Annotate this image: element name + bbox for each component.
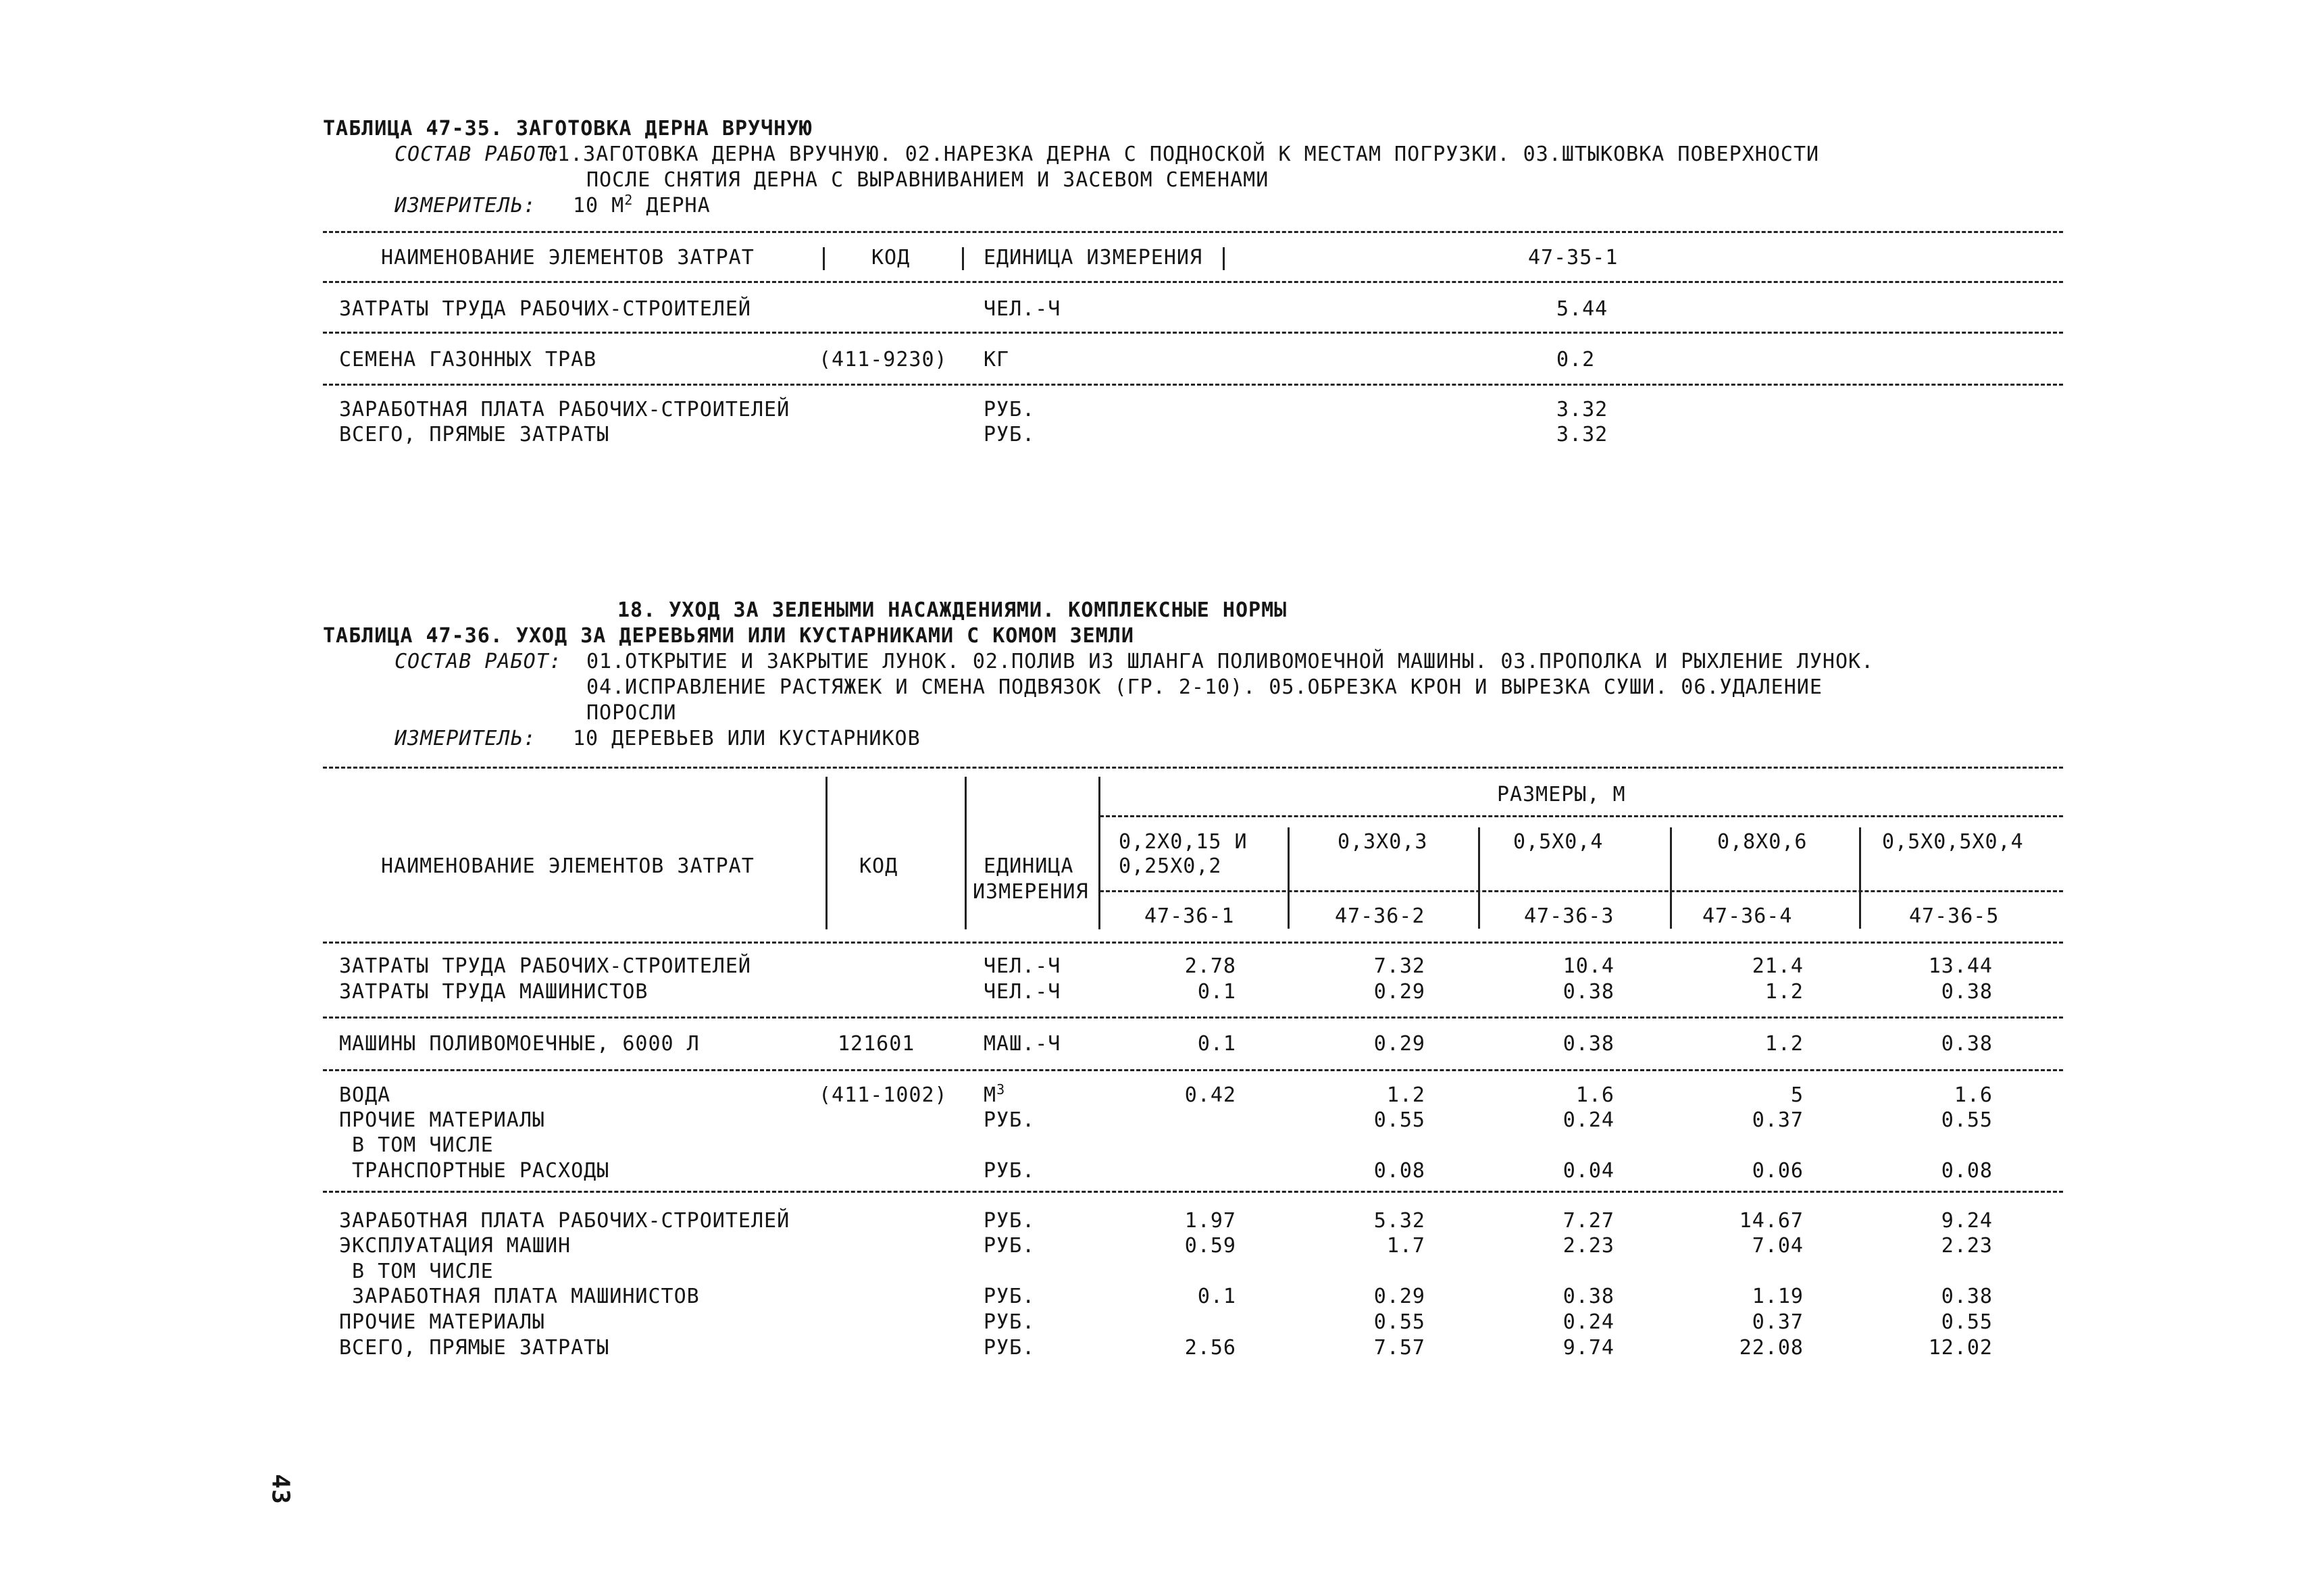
rule	[1100, 890, 2063, 892]
row-value: 1.97	[1184, 1209, 1236, 1233]
row-unit: МАШ.-Ч	[984, 1032, 1061, 1056]
row-value: 0.29	[1373, 980, 1425, 1004]
work-composition-label: СОСТАВ РАБОТ:	[395, 143, 562, 166]
column-code: 47-36-3	[1524, 904, 1615, 928]
row-name: ПРОЧИЕ МАТЕРИАЛЫ	[339, 1108, 545, 1132]
row-name: ТРАНСПОРТНЫЕ РАСХОДЫ	[339, 1159, 610, 1183]
row-value: 0.24	[1562, 1310, 1615, 1334]
header-name: НАИМЕНОВАНИЕ ЭЛЕМЕНТОВ ЗАТРАТ	[381, 854, 755, 878]
column-separator	[1223, 247, 1225, 270]
row-value: 7.32	[1373, 954, 1425, 978]
column-code: 47-36-4	[1702, 904, 1793, 928]
rule	[323, 332, 2063, 334]
row-name: ВОДА	[339, 1083, 391, 1107]
row-value: 0.55	[1941, 1108, 1993, 1132]
header-unit: ЕДИНИЦА ИЗМЕРЕНИЯ	[984, 246, 1203, 269]
row-value: 2.78	[1184, 954, 1236, 978]
rule	[323, 384, 2063, 386]
column-separator	[1478, 827, 1480, 929]
row-unit: РУБ.	[984, 398, 1036, 421]
row-value: 7.27	[1562, 1209, 1615, 1233]
column-code: 47-36-1	[1144, 904, 1235, 928]
row-value: 14.67	[1739, 1209, 1804, 1233]
row-value: 0.37	[1752, 1108, 1804, 1132]
row-unit: ЧЕЛ.-Ч	[984, 297, 1061, 321]
column-separator	[1859, 827, 1861, 929]
column-code: 47-36-5	[1909, 904, 2000, 928]
row-value: 0.55	[1373, 1108, 1425, 1132]
row-value: 7.57	[1373, 1336, 1425, 1360]
row-value: 1.6	[1954, 1083, 1993, 1107]
size-label: 0,5Х0,4	[1513, 830, 1604, 854]
row-code: 121601	[838, 1032, 915, 1056]
meter-value: 10 ДЕРЕВЬЕВ ИЛИ КУСТАРНИКОВ	[573, 727, 921, 750]
header-col-47-35-1: 47-35-1	[1528, 246, 1619, 269]
row-value: 0.55	[1373, 1310, 1425, 1334]
row-name: ЗАТРАТЫ ТРУДА РАБОЧИХ-СТРОИТЕЛЕЙ	[339, 954, 751, 978]
header-code: КОД	[871, 246, 911, 269]
row-value: 0.55	[1941, 1310, 1993, 1334]
column-separator	[825, 777, 828, 929]
column-separator	[823, 247, 825, 270]
work-composition-label: СОСТАВ РАБОТ:	[395, 650, 562, 673]
header-name: НАИМЕНОВАНИЕ ЭЛЕМЕНТОВ ЗАТРАТ	[381, 246, 755, 269]
row-value: 0.1	[1197, 1032, 1236, 1056]
row-unit: РУБ.	[984, 1209, 1036, 1233]
work-composition-line-1: 01.ЗАГОТОВКА ДЕРНА ВРУЧНУЮ. 02.НАРЕЗКА ДЕРНА С ПОДНОСКОЙ К МЕСТАМ ПОГРУЗКИ. 03.ШТЫКОВКА ПОВЕРХНОСТИ	[544, 143, 1820, 166]
row-name: ЗАРАБОТНАЯ ПЛАТА РАБОЧИХ-СТРОИТЕЛЕЙ	[339, 1209, 790, 1233]
row-value: 13.44	[1928, 954, 1993, 978]
row-code: (411-9230)	[819, 348, 948, 371]
row-value: 0.38	[1941, 980, 1993, 1004]
header-code: КОД	[859, 854, 898, 878]
row-value: 2.23	[1941, 1234, 1993, 1258]
row-value: 5.44	[1556, 297, 1608, 321]
row-unit: КГ	[984, 348, 1010, 371]
row-name: ЗАРАБОТНАЯ ПЛАТА МАШИНИСТОВ	[339, 1285, 700, 1308]
work-composition-line-2: ПОСЛЕ СНЯТИЯ ДЕРНА С ВЫРАВНИВАНИЕМ И ЗАСЕВОМ СЕМЕНАМИ	[586, 168, 1269, 192]
row-value: 0.1	[1197, 980, 1236, 1004]
row-value: 1.19	[1752, 1285, 1804, 1308]
row-name: ЗАРАБОТНАЯ ПЛАТА РАБОЧИХ-СТРОИТЕЛЕЙ	[339, 398, 790, 421]
row-value: 0.38	[1562, 980, 1615, 1004]
page-number: 43	[266, 1474, 295, 1505]
row-name: ВСЕГО, ПРЯМЫЕ ЗАТРАТЫ	[339, 1336, 610, 1360]
row-unit: РУБ.	[984, 1159, 1036, 1183]
row-value: 0.59	[1184, 1234, 1236, 1258]
row-name: ЗАТРАТЫ ТРУДА РАБОЧИХ-СТРОИТЕЛЕЙ	[339, 297, 751, 321]
meter-value: 10 $М^2$ ДЕРНА	[573, 192, 711, 217]
row-value: 0.38	[1562, 1032, 1615, 1056]
work-composition-line-1: 01.ОТКРЫТИЕ И ЗАКРЫТИЕ ЛУНОК. 02.ПОЛИВ ИЗ ШЛАНГА ПОЛИВОМОЕЧНОЙ МАШИНЫ. 03.ПРОПОЛКА И РЫХЛЕНИЕ ЛУНОК.	[586, 650, 1875, 673]
row-value: 1.2	[1764, 1032, 1804, 1056]
size-label: 0,25Х0,2	[1119, 854, 1222, 878]
header-sizes: РАЗМЕРЫ, М	[1497, 783, 1626, 806]
row-value: 1.6	[1575, 1083, 1615, 1107]
table-47-35-title: ТАБЛИЦА 47-35. ЗАГОТОВКА ДЕРНА ВРУЧНУЮ	[323, 117, 813, 140]
row-value: 3.32	[1556, 398, 1608, 421]
row-unit: ЧЕЛ.-Ч	[984, 980, 1061, 1004]
row-unit: РУБ.	[984, 1310, 1036, 1334]
row-value: 22.08	[1739, 1336, 1804, 1360]
rule	[323, 281, 2063, 283]
row-code: (411-1002)	[819, 1083, 948, 1107]
row-name: ВСЕГО, ПРЯМЫЕ ЗАТРАТЫ	[339, 423, 610, 446]
size-label: 0,5Х0,5Х0,4	[1882, 830, 2024, 854]
row-value: 0.06	[1752, 1159, 1804, 1183]
row-value: 0.1	[1197, 1285, 1236, 1308]
row-value: 0.08	[1941, 1159, 1993, 1183]
row-value: 0.38	[1941, 1285, 1993, 1308]
column-code: 47-36-2	[1335, 904, 1425, 928]
rule	[323, 1016, 2063, 1019]
header-unit-2: ИЗМЕРЕНИЯ	[973, 880, 1089, 904]
meter-label: ИЗМЕРИТЕЛЬ:	[395, 194, 536, 217]
row-value: 0.2	[1556, 348, 1596, 371]
row-value: 0.24	[1562, 1108, 1615, 1132]
row-name: В ТОМ ЧИСЛЕ	[339, 1260, 494, 1283]
row-value: 0.37	[1752, 1310, 1804, 1334]
column-separator	[1670, 827, 1672, 929]
table-47-36-title: ТАБЛИЦА 47-36. УХОД ЗА ДЕРЕВЬЯМИ ИЛИ КУСТАРНИКАМИ С КОМОМ ЗЕМЛИ	[323, 624, 1134, 648]
row-value: 9.24	[1941, 1209, 1993, 1233]
size-label: 0,8Х0,6	[1717, 830, 1808, 854]
row-value: 0.08	[1373, 1159, 1425, 1183]
row-value: 0.38	[1941, 1032, 1993, 1056]
row-value: 2.56	[1184, 1336, 1236, 1360]
row-value: 0.38	[1562, 1285, 1615, 1308]
rule	[323, 1191, 2063, 1193]
work-composition-line-3: ПОРОСЛИ	[586, 701, 677, 725]
row-name: В ТОМ ЧИСЛЕ	[339, 1133, 494, 1157]
meter-label: ИЗМЕРИТЕЛЬ:	[395, 727, 536, 750]
rule	[323, 942, 2063, 944]
column-separator	[1098, 777, 1100, 929]
size-label: 0,2Х0,15 И	[1119, 830, 1248, 854]
row-unit: РУБ.	[984, 1336, 1036, 1360]
section-heading: 18. УХОД ЗА ЗЕЛЕНЫМИ НАСАЖДЕНИЯМИ. КОМПЛЕКСНЫЕ НОРМЫ	[617, 598, 1288, 622]
row-name: ПРОЧИЕ МАТЕРИАЛЫ	[339, 1310, 545, 1334]
row-value: 2.23	[1562, 1234, 1615, 1258]
column-separator	[965, 777, 967, 929]
row-value: 0.42	[1184, 1083, 1236, 1107]
row-value: 1.7	[1386, 1234, 1425, 1258]
row-unit: $М^3$	[984, 1081, 1006, 1107]
row-value: 10.4	[1562, 954, 1615, 978]
row-value: 9.74	[1562, 1336, 1615, 1360]
rule	[323, 231, 2063, 233]
row-name: МАШИНЫ ПОЛИВОМОЕЧНЫЕ, 6000 Л	[339, 1032, 700, 1056]
row-unit: РУБ.	[984, 1234, 1036, 1258]
row-value: 1.2	[1764, 980, 1804, 1004]
row-name: ЭКСПЛУАТАЦИЯ МАШИН	[339, 1234, 571, 1258]
row-value: 3.32	[1556, 423, 1608, 446]
row-value: 12.02	[1928, 1336, 1993, 1360]
size-label: 0,3Х0,3	[1338, 830, 1428, 854]
row-name: ЗАТРАТЫ ТРУДА МАШИНИСТОВ	[339, 980, 649, 1004]
row-unit: РУБ.	[984, 1108, 1036, 1132]
row-unit: РУБ.	[984, 423, 1036, 446]
rule	[1100, 815, 2063, 817]
rule	[323, 767, 2063, 769]
header-unit-1: ЕДИНИЦА	[984, 854, 1074, 878]
row-value: 0.29	[1373, 1285, 1425, 1308]
row-value: 1.2	[1386, 1083, 1425, 1107]
row-unit: ЧЕЛ.-Ч	[984, 954, 1061, 978]
rule	[323, 1069, 2063, 1071]
row-value: 0.04	[1562, 1159, 1615, 1183]
column-separator	[962, 247, 964, 270]
row-name: СЕМЕНА ГАЗОННЫХ ТРАВ	[339, 348, 597, 371]
row-value: 7.04	[1752, 1234, 1804, 1258]
column-separator	[1288, 827, 1290, 929]
row-value: 0.29	[1373, 1032, 1425, 1056]
work-composition-line-2: 04.ИСПРАВЛЕНИЕ РАСТЯЖЕК И СМЕНА ПОДВЯЗОК (ГР. 2-10). 05.ОБРЕЗКА КРОН И ВЫРЕЗКА СУШИ. 06.УДАЛЕНИЕ	[586, 675, 1823, 699]
row-value: 5.32	[1373, 1209, 1425, 1233]
row-unit: РУБ.	[984, 1285, 1036, 1308]
row-value: 5	[1790, 1083, 1804, 1107]
row-value: 21.4	[1752, 954, 1804, 978]
